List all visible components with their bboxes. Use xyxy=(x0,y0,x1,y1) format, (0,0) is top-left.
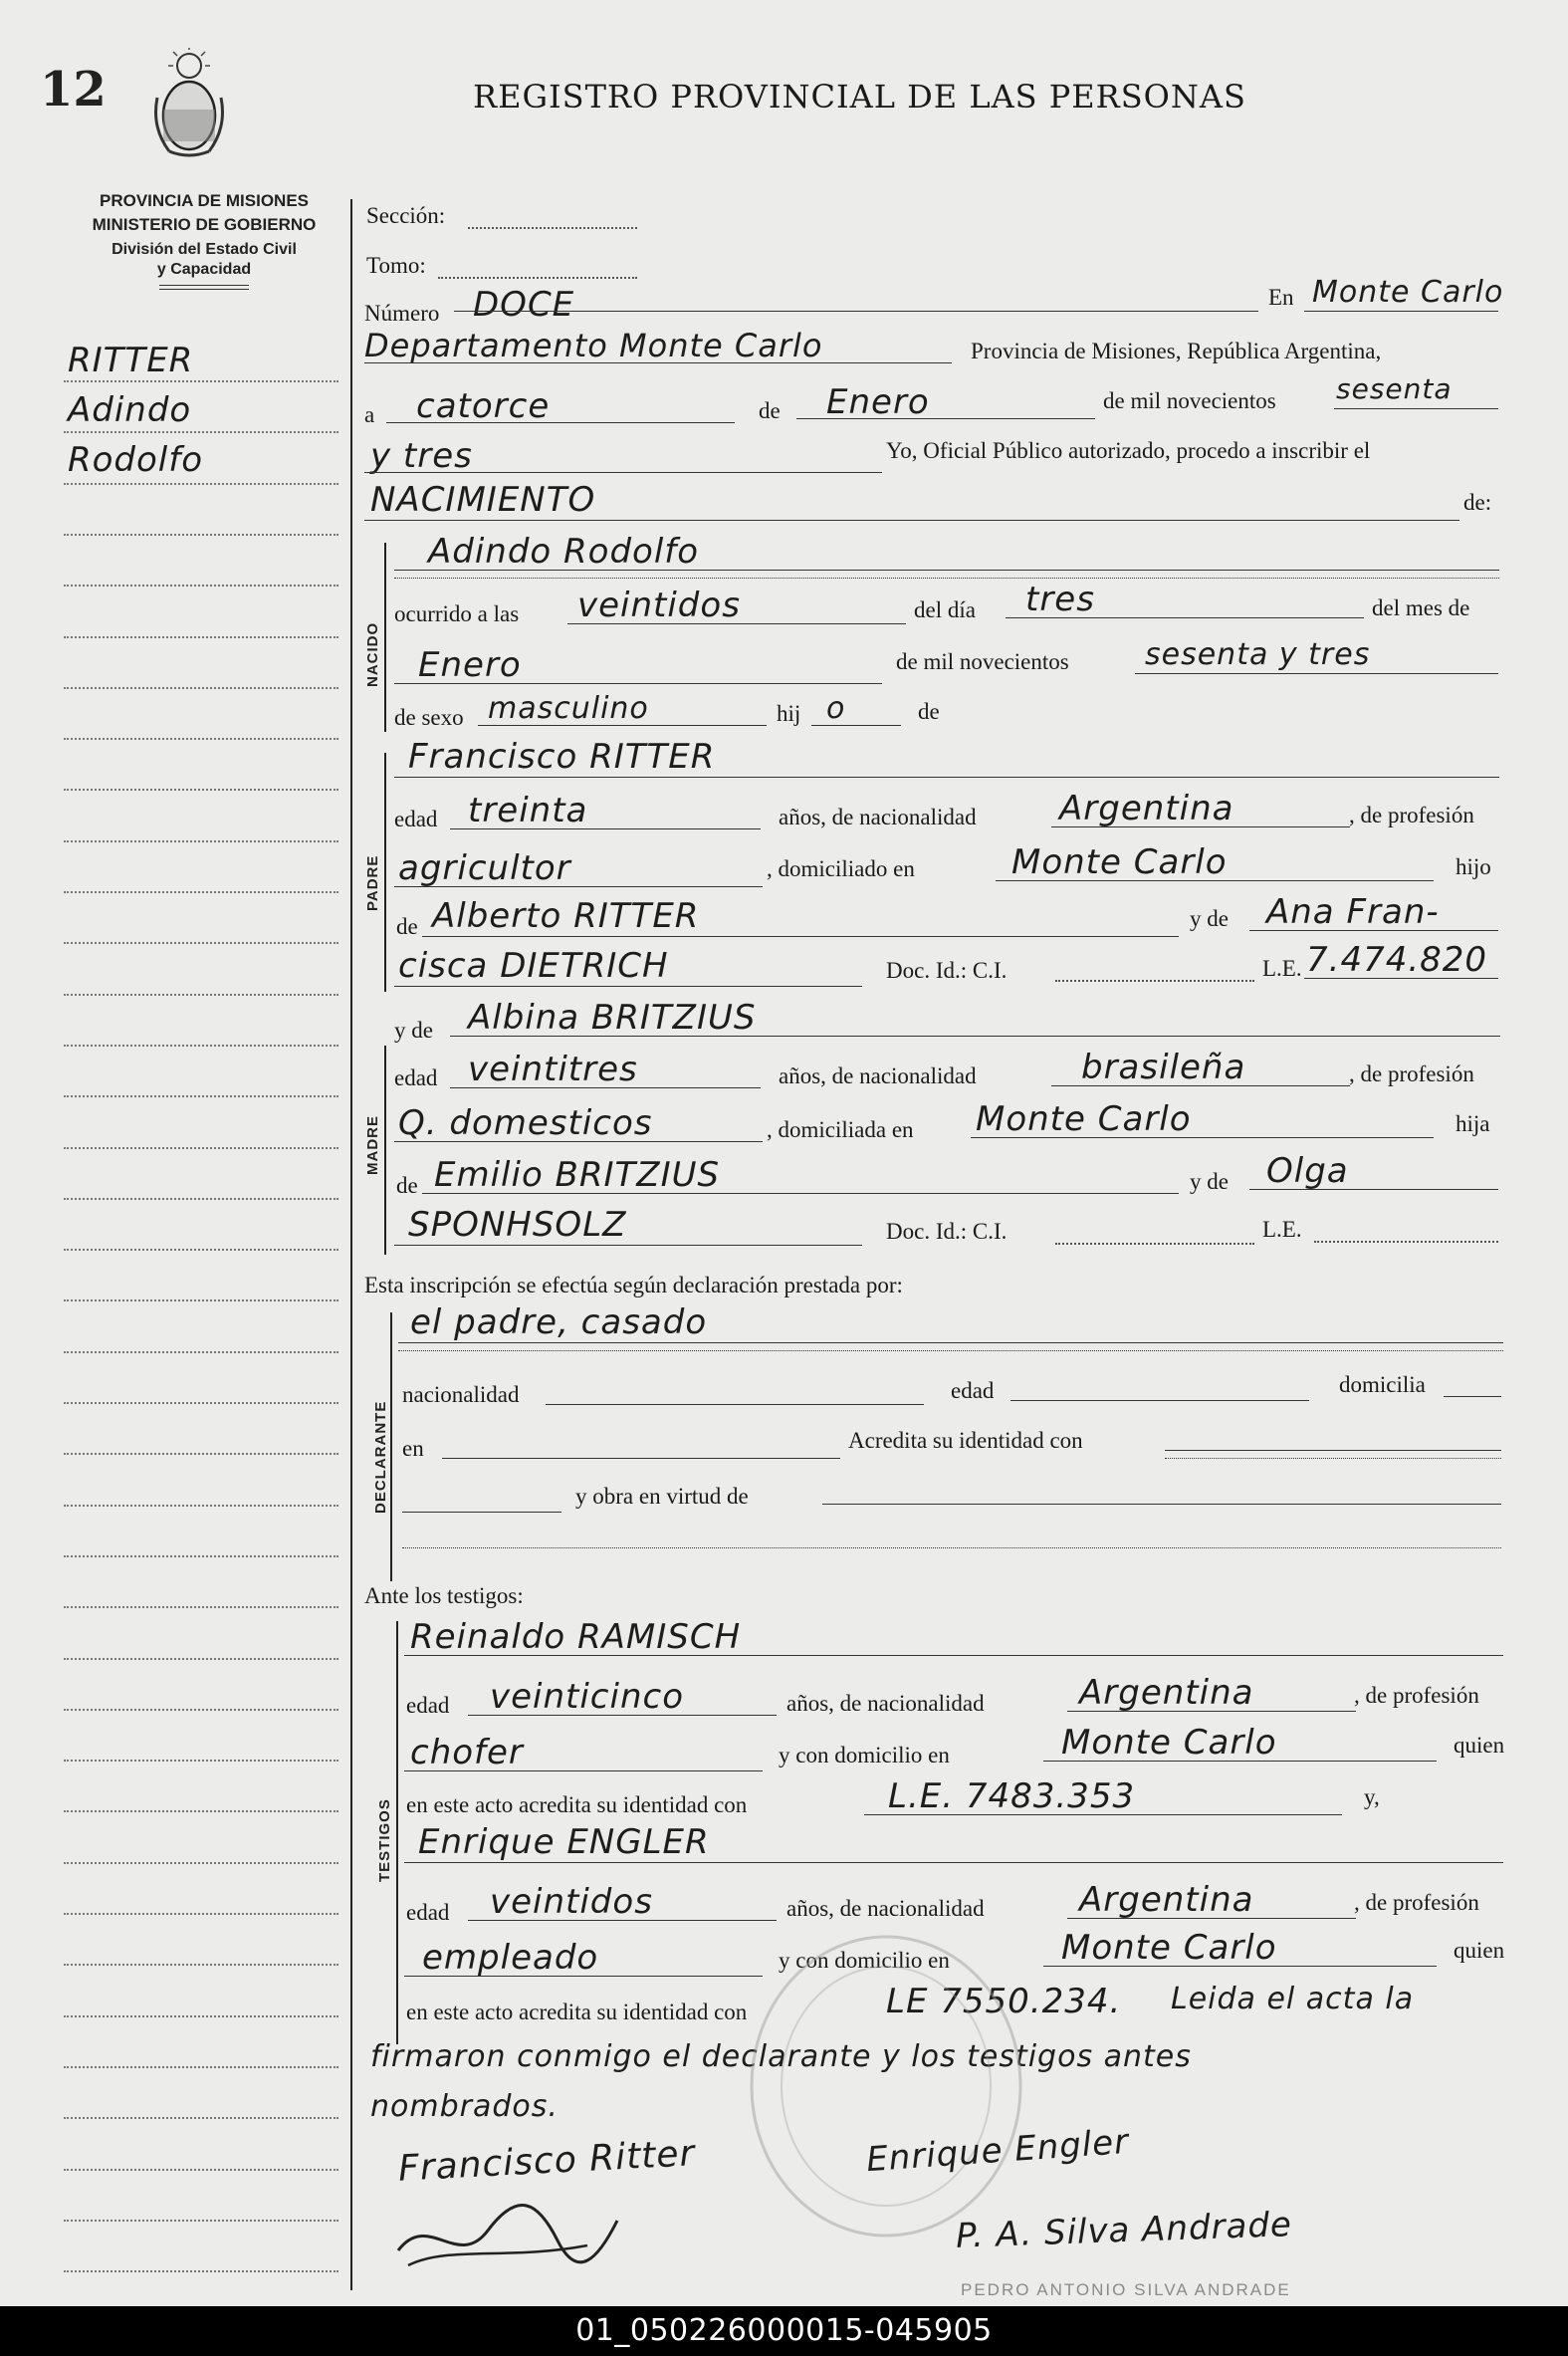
margin-note-first-name: Adindo xyxy=(68,390,192,430)
testigo2-quien-label: quien xyxy=(1454,1938,1505,1963)
padre-edad-value: treinta xyxy=(468,791,588,830)
header-left xyxy=(60,191,348,290)
margin-ruled-line xyxy=(64,1760,338,1762)
section-declarante: DECLARANTE xyxy=(372,1400,389,1514)
anio-value: sesenta y tres xyxy=(1145,637,1371,672)
anio-inscripcion-value-1: sesenta xyxy=(1336,372,1453,405)
madre-y-de-label-2: y de xyxy=(1190,1169,1229,1194)
margin-ruled-line xyxy=(64,1045,338,1047)
anio-inscripcion-value-2: y tres xyxy=(370,436,473,476)
padre-nac-value: Argentina xyxy=(1059,789,1234,828)
de-mil-label: de mil novecientos xyxy=(1103,388,1276,413)
padre-de-label: de xyxy=(396,914,418,939)
declarante-nac-label: nacionalidad xyxy=(402,1382,520,1407)
padre-dom-value: Monte Carlo xyxy=(1011,842,1228,882)
testigo1-edad-value: veinticinco xyxy=(490,1677,684,1717)
section-nacido: NACIDO xyxy=(364,621,381,687)
margin-ruled-line xyxy=(64,789,338,791)
testigo1-quien-label: quien xyxy=(1454,1733,1505,1758)
declarante-acredita-label: Acredita su identidad con xyxy=(848,1428,1083,1453)
testigo2-acredita-label: en este acto acredita su identidad con xyxy=(406,2000,748,2024)
a-label: a xyxy=(364,402,375,427)
margin-note-middle-name: Rodolfo xyxy=(68,440,204,480)
cierre-value-3: nombrados. xyxy=(370,2089,559,2124)
padre-edad-label: edad xyxy=(394,807,438,831)
seccion-label: Sección: xyxy=(366,203,446,228)
de-sexo-label: de sexo xyxy=(394,705,464,730)
document-title: REGISTRO PROVINCIAL DE LAS PERSONAS xyxy=(473,78,1246,116)
testigo2-dom-value: Monte Carlo xyxy=(1061,1928,1277,1968)
margin-ruled-line xyxy=(64,1351,338,1353)
hora-value: veintidos xyxy=(577,586,741,625)
testigo1-nombre-value: Reinaldo RAMISCH xyxy=(410,1617,742,1657)
margin-ruled-line xyxy=(64,687,338,689)
margin-ruled-line xyxy=(64,840,338,842)
margin-ruled-line xyxy=(64,1862,338,1864)
header-line-capacity: y Capacidad xyxy=(156,261,252,278)
margin-ruled-line xyxy=(64,1810,338,1812)
margin-ruled-line xyxy=(64,1606,338,1608)
header-line-division: División del Estado Civil xyxy=(112,241,297,258)
madre-le-label: L.E. xyxy=(1262,1217,1302,1242)
numero-label: Número xyxy=(364,301,440,326)
abuela-materna-value-2: SPONHSOLZ xyxy=(408,1205,627,1245)
margin-ruled-line xyxy=(64,1402,338,1404)
testigo2-nac-label: años, de nacionalidad xyxy=(786,1896,985,1921)
padre-prof-label: , de profesión xyxy=(1349,803,1474,827)
abuela-paterna-value-2: cisca DIETRICH xyxy=(398,946,669,986)
padre-prof-value: agricultor xyxy=(398,848,571,888)
departamento-value: Departamento Monte Carlo xyxy=(364,327,823,364)
del-mes-label: del mes de xyxy=(1372,595,1470,620)
margin-ruled-line xyxy=(64,1453,338,1455)
signature-witness: Enrique Engler xyxy=(864,2121,1131,2181)
testigo1-edad-label: edad xyxy=(406,1693,450,1718)
madre-dom-value: Monte Carlo xyxy=(976,1099,1192,1139)
madre-doc-label: Doc. Id.: C.I. xyxy=(886,1219,1008,1244)
testigo2-edad-label: edad xyxy=(406,1900,450,1925)
margin-ruled-line xyxy=(64,1709,338,1711)
margin-divider xyxy=(350,199,352,2290)
testigo1-dom-label: y con domicilio en xyxy=(779,1743,950,1767)
margin-note-surname: RITTER xyxy=(68,341,194,380)
page-number: 12 xyxy=(40,62,107,118)
margin-ruled-line xyxy=(64,534,338,536)
testigo2-prof-value: empleado xyxy=(422,1938,599,1978)
padre-nac-label: años, de nacionalidad xyxy=(779,805,977,829)
madre-nombre-value: Albina BRITZIUS xyxy=(468,998,757,1038)
abuela-paterna-value-1: Ana Fran- xyxy=(1266,892,1440,932)
provincia-label: Provincia de Misiones, República Argentina, xyxy=(971,339,1382,363)
header-line-ministry: MINISTERIO DE GOBIERNO xyxy=(92,215,317,234)
margin-ruled-line xyxy=(64,1299,338,1301)
margin-ruled-line xyxy=(64,380,338,382)
signature-official: P. A. Silva Andrade xyxy=(955,2205,1293,2256)
del-dia-label: del día xyxy=(914,597,976,622)
testigo1-y-label: y, xyxy=(1364,1784,1380,1809)
acto-value: NACIMIENTO xyxy=(370,480,596,520)
margin-ruled-line xyxy=(64,1658,338,1660)
testigo1-nac-label: años, de nacionalidad xyxy=(786,1691,985,1716)
testigo2-id-value: LE 7550.234. xyxy=(886,1982,1122,2021)
signature-scribble-icon xyxy=(388,2191,627,2280)
margin-ruled-line xyxy=(64,483,338,485)
testigo2-nac-value: Argentina xyxy=(1079,1880,1254,1920)
hija-label: hija xyxy=(1456,1111,1490,1136)
testigo1-prof-label: , de profesión xyxy=(1354,1683,1479,1708)
hijo-label: hijo xyxy=(1456,854,1491,879)
testigo1-dom-value: Monte Carlo xyxy=(1061,1723,1277,1763)
testigo2-edad-value: veintidos xyxy=(490,1882,653,1922)
margin-ruled-line xyxy=(64,585,338,587)
margin-ruled-line xyxy=(64,2169,338,2171)
margin-ruled-line xyxy=(64,2117,338,2119)
padre-doc-label: Doc. Id.: C.I. xyxy=(886,958,1008,983)
nombre-nacido-value: Adindo Rodolfo xyxy=(428,532,700,572)
madre-y-de-label: y de xyxy=(394,1018,433,1043)
madre-de-label: de xyxy=(396,1173,418,1198)
tomo-label: Tomo: xyxy=(366,253,426,278)
dia-value: tres xyxy=(1025,580,1095,619)
testigo2-nombre-value: Enrique ENGLER xyxy=(418,1822,710,1862)
section-madre: MADRE xyxy=(364,1115,381,1175)
section-testigos: TESTIGOS xyxy=(376,1798,393,1882)
padre-dom-label: , domiciliado en xyxy=(767,856,915,881)
coat-of-arms-icon xyxy=(149,48,229,162)
yo-label: Yo, Oficial Público autorizado, procedo a inscribir el xyxy=(886,438,1371,463)
margin-ruled-line xyxy=(64,1555,338,1557)
abuelo-materno-value: Emilio BRITZIUS xyxy=(434,1155,721,1195)
madre-edad-label: edad xyxy=(394,1065,438,1090)
declarante-obra-label: y obra en virtud de xyxy=(575,1484,749,1509)
mes-inscripcion-value: Enero xyxy=(826,382,930,422)
footer-document-id: 01_050226000015-045905 xyxy=(0,2306,1568,2356)
de-mil-2-label: de mil novecientos xyxy=(896,649,1069,674)
madre-edad-value: veintitres xyxy=(468,1050,638,1089)
stamp-text: PEDRO ANTONIO SILVA ANDRADE xyxy=(961,2280,1291,2299)
declarante-en-label: en xyxy=(402,1436,424,1461)
dia-inscripcion-value: catorce xyxy=(416,386,551,426)
testigo1-prof-value: chofer xyxy=(410,1733,524,1772)
declarante-value: el padre, casado xyxy=(410,1302,708,1342)
cierre-value-1: Leida el acta la xyxy=(1171,1982,1415,2016)
numero-value: DOCE xyxy=(473,285,575,325)
hij-suffix-value: o xyxy=(826,691,846,726)
de-colon-label: de: xyxy=(1463,490,1492,515)
padre-nombre-value: Francisco RITTER xyxy=(408,737,716,777)
declarante-edad-label: edad xyxy=(951,1378,995,1403)
madre-dom-label: , domiciliada en xyxy=(767,1117,914,1142)
hij-label: hij xyxy=(777,701,801,726)
cierre-value-2: firmaron conmigo el declarante y los testigos antes xyxy=(370,2039,1192,2074)
margin-ruled-line xyxy=(64,2015,338,2017)
margin-ruled-line xyxy=(64,738,338,740)
de-label-2: de xyxy=(918,699,940,724)
inscripcion-label: Esta inscripción se efectúa según declaración prestada por: xyxy=(364,1273,903,1297)
margin-ruled-line xyxy=(64,431,338,433)
testigo1-acredita-label: en este acto acredita su identidad con xyxy=(406,1792,748,1817)
madre-nac-label: años, de nacionalidad xyxy=(779,1063,977,1088)
margin-ruled-line xyxy=(64,1505,338,1507)
testigo1-id-value: L.E. 7483.353 xyxy=(888,1776,1136,1816)
margin-ruled-line xyxy=(64,636,338,638)
official-stamp-icon xyxy=(737,1922,1035,2250)
testigo2-prof-label: , de profesión xyxy=(1354,1890,1479,1915)
section-padre: PADRE xyxy=(364,854,381,911)
margin-ruled-line xyxy=(64,1095,338,1097)
abuelo-paterno-value: Alberto RITTER xyxy=(432,896,700,936)
abuela-materna-value-1: Olga xyxy=(1266,1151,1349,1191)
madre-nac-value: brasileña xyxy=(1081,1048,1246,1087)
de-label-1: de xyxy=(759,398,781,423)
padre-le-value: 7.474.820 xyxy=(1306,940,1488,980)
madre-prof-value: Q. domesticos xyxy=(398,1103,653,1143)
testigo1-nac-value: Argentina xyxy=(1079,1673,1254,1713)
margin-ruled-line xyxy=(64,2270,338,2272)
mes-value: Enero xyxy=(418,645,522,685)
margin-ruled-line xyxy=(64,891,338,893)
margin-ruled-line xyxy=(64,1147,338,1149)
margin-ruled-line xyxy=(64,1913,338,1915)
testigo2-dom-label: y con domicilio en xyxy=(779,1948,950,1973)
margin-ruled-line xyxy=(64,2220,338,2222)
declarante-domicilia-label: domicilia xyxy=(1339,1372,1426,1397)
header-line-province: PROVINCIA DE MISIONES xyxy=(99,191,309,210)
margin-ruled-line xyxy=(64,1198,338,1200)
en-label: En xyxy=(1268,285,1294,310)
sexo-value: masculino xyxy=(488,691,649,726)
ocurrido-label: ocurrido a las xyxy=(394,601,520,626)
testigos-label: Ante los testigos: xyxy=(364,1583,524,1608)
padre-le-label: L.E. xyxy=(1262,956,1302,981)
madre-prof-label: , de profesión xyxy=(1349,1061,1474,1086)
margin-ruled-line xyxy=(64,994,338,996)
margin-ruled-line xyxy=(64,942,338,944)
margin-ruled-line xyxy=(64,1964,338,1966)
padre-y-de-label: y de xyxy=(1190,906,1229,931)
signature-father: Francisco Ritter xyxy=(397,2133,697,2190)
margin-ruled-line xyxy=(64,2066,338,2068)
margin-ruled-line xyxy=(64,1249,338,1251)
en-lugar-value: Monte Carlo xyxy=(1312,275,1504,310)
